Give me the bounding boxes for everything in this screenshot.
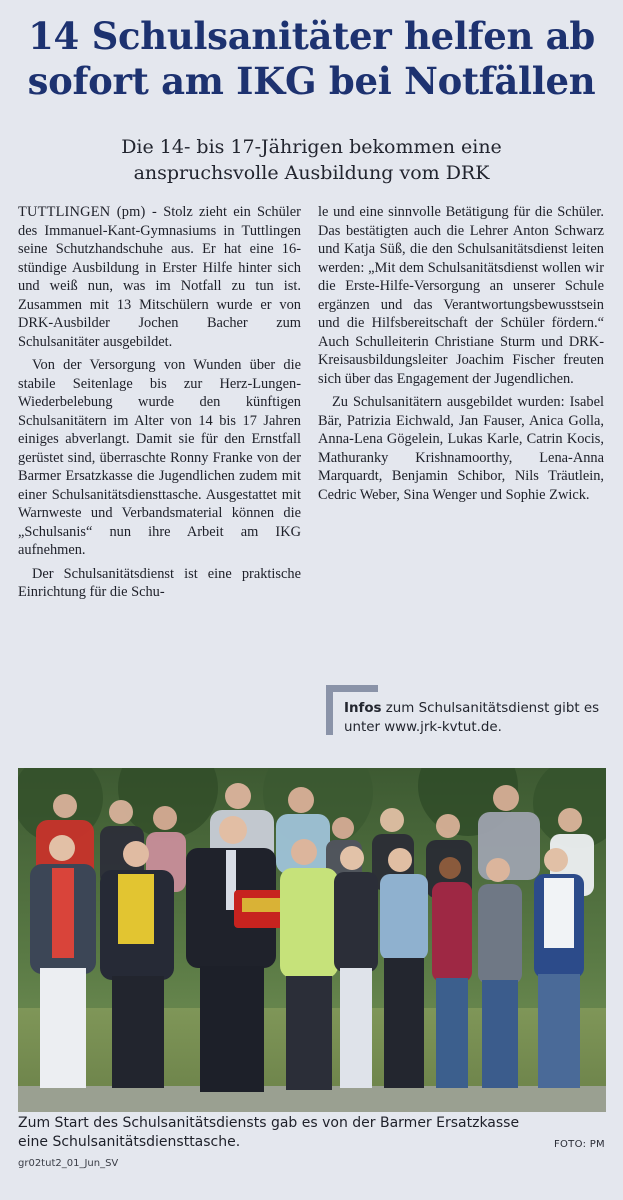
photo-caption	[18, 1114, 538, 1151]
info-box	[326, 685, 616, 741]
group-photo	[18, 768, 606, 1112]
article-paragraph	[18, 203, 301, 351]
info-bracket-bar	[326, 685, 378, 692]
subheadline-line-1: Die 14- bis 17-Jährigen bekommen eine	[121, 136, 502, 158]
caption-line-2: eine Schulsanitätsdiensttasche.	[18, 1133, 241, 1150]
headline-line-1: 14 Schulsanitäter helfen ab	[28, 14, 595, 58]
subheadline-line-2: anspruchsvolle Ausbildung vom DRK	[133, 162, 490, 184]
article-paragraph: Von der Versorgung von Wunden über die stabile Seitenlage bis zur Herz-Lungen-Wiederbelebung wurde den künftigen Schulsanitätern im Alter von 14 bis 17 Jahren einiges abverlangt. Damit sie für den Ernstfall gerüstet sind, überraschte Ronny Franke von der Barmer Ersatzkasse die Jugendlichen zudem mit einer Schulsanitätsdiensttasche. Ausgestattet mit Warnweste und Verbandsmaterial können die „Schulsanis“ nun ihre Arbeit am IKG aufnehmen.	[18, 357, 301, 558]
headline-line-2: sofort am IKG bei Notfällen	[27, 59, 596, 103]
headline	[10, 14, 613, 104]
info-body: zum Schulsanitätsdienst gibt es unter www.jrk-kvtut.de.	[344, 701, 600, 735]
info-label: Infos	[344, 701, 382, 716]
article-paragraph: Zu Schulsanitätern ausgebildet wurden: Isabel Bär, Patrizia Eichwald, Jan Fauser, Anica Golla, Anna-Lena Gögelein, Lukas Karle, Catrin Kocis, Mathuranky Krishnamoorthy, Lena-Anna Marquardt, Benjamin Schibor, Nils Träutlein, Cedric Weber, Sina Wenger und Sophie Zwick.	[318, 394, 604, 503]
article-column-left	[18, 203, 301, 602]
info-text	[344, 699, 614, 737]
subheadline	[10, 134, 613, 186]
dateline: TUTTLINGEN (pm) -	[18, 204, 157, 220]
file-id: gr02tut2_01_Jun_SV	[18, 1158, 119, 1169]
caption-line-1: Zum Start des Schulsanitätsdiensts gab es von der Barmer Ersatzkasse	[18, 1115, 520, 1131]
article-column-right	[318, 203, 604, 504]
photo-credit: FOTO: PM	[553, 1139, 605, 1150]
info-bracket-icon	[326, 685, 333, 735]
article-paragraph: le und eine sinnvolle Betätigung für die Schüler. Das bestätigten auch die Lehrer Anton Schwarz und Katja Süß, die den Schulsanitätsdienst leiten werden: „Mit dem Schulsanitätsdienst wollen wir die Erste-Hilfe-Versorgung an unserer Schule ergänzen und das Verantwortungsbewusstsein und die Hilfsbereitschaft der Schüler fördern.“ Auch Schulleiterin Christiane Sturm und DRK-Kreisausbildungsleiter Joachim Fischer freuten sich über das Engagement der Jugendlichen.	[318, 204, 604, 387]
article-paragraph: Der Schulsanitätsdienst ist eine praktische Einrichtung für die Schu-	[18, 565, 301, 600]
group-photo-illustration	[18, 768, 606, 1112]
paragraph-text: Stolz zieht ein Schüler des Immanuel-Kant-Gymnasiums in Tuttlingen seine Schutzhandschuhe aus. Er hat eine 16-stündige Ausbildung in Erster Hilfe hinter sich und weiß nun, was im Notfall zu tun ist. Zusammen mit 13 Mitschülern wurde er von DRK-Ausbilder Jochen Bacher zum Schulsanitäter ausgebildet.	[18, 204, 301, 350]
